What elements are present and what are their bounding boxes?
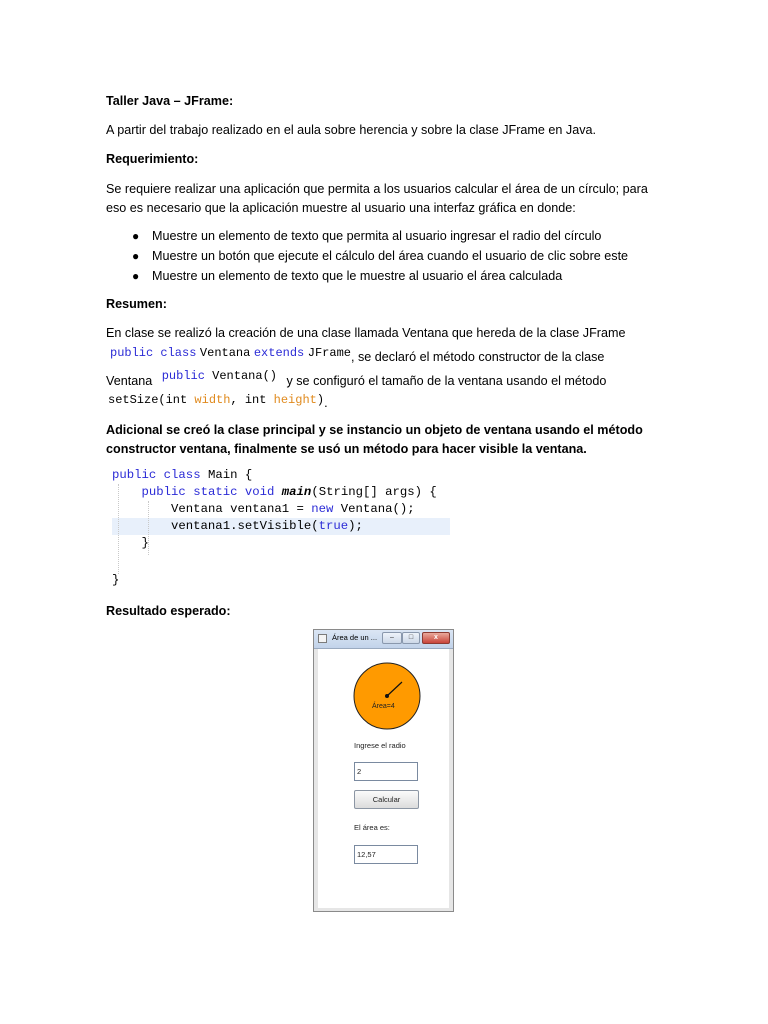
code-line: public static void main(String[] args) { xyxy=(141,485,437,499)
list-item xyxy=(106,246,628,266)
code-line: } xyxy=(112,536,149,550)
code-param-height: height xyxy=(273,393,317,407)
list-item-text: Muestre un elemento de texto que permita al usuario ingresar el radio del círculo xyxy=(152,229,602,243)
code-inline-keyword: extends xyxy=(253,346,305,360)
document-title: Taller Java – JFrame: xyxy=(106,94,234,108)
circle-area-label: Área=4 xyxy=(372,703,395,710)
summary-line2-text: , se declaró el método constructor de la clase xyxy=(350,350,605,364)
window-titlebar[interactable] xyxy=(314,630,453,649)
code-inline-keyword: public xyxy=(161,369,205,383)
result-heading: Resultado esperado: xyxy=(106,604,231,618)
center-point xyxy=(385,694,389,698)
circle-drawing xyxy=(352,661,422,731)
list-item xyxy=(106,266,628,286)
code-inline-constructor xyxy=(162,369,277,383)
summary-line2 xyxy=(110,343,604,363)
maximize-button[interactable]: □ xyxy=(402,632,420,644)
requirement-text-line1: Se requiere realizar una aplicación que permita a los usuarios calcular el área de un círculo; para xyxy=(106,182,648,196)
list-item-text: Muestre un botón que ejecute el cálculo del área cuando el usuario de clic sobre este xyxy=(152,249,629,263)
radius-label: Ingrese el radio xyxy=(354,741,406,750)
code-part: ) xyxy=(316,393,325,407)
area-output[interactable]: 12,57 xyxy=(354,845,418,864)
code-param-width: width xyxy=(194,393,231,407)
bullet-icon: ● xyxy=(132,249,140,263)
summary-line3-prefix: Ventana xyxy=(106,374,153,388)
code-block xyxy=(106,465,450,590)
minimize-button[interactable]: – xyxy=(382,632,402,644)
code-inline-classname: Ventana xyxy=(199,346,251,360)
additional-line2: constructor ventana, finalmente se usó un método para hacer visible la ventana. xyxy=(106,442,587,456)
code-line: ventana1.setVisible(true); xyxy=(112,519,363,533)
code-inline-keyword: public class xyxy=(110,346,197,360)
area-label: El área es: xyxy=(354,823,390,832)
code-line: } xyxy=(112,573,120,587)
intro-paragraph: A partir del trabajo realizado en el aula sobre herencia y sobre la clase JFrame en Java. xyxy=(106,123,597,137)
requirement-heading: Requerimiento: xyxy=(106,152,199,166)
summary-line4 xyxy=(108,390,328,410)
window-content xyxy=(318,649,449,908)
java-app-icon xyxy=(318,634,327,643)
requirement-text-line2: eso es necesario que la aplicación muestre al usuario una interfaz gráfica en donde: xyxy=(106,201,576,215)
code-part: , int xyxy=(230,393,274,407)
bullet-icon: ● xyxy=(132,269,140,283)
requirements-list xyxy=(106,226,628,286)
code-inline-ctor-name: Ventana() xyxy=(212,369,277,383)
summary-heading: Resumen: xyxy=(106,297,167,311)
java-window xyxy=(313,629,454,912)
calculate-button[interactable]: Calcular xyxy=(354,790,419,809)
summary-line1: En clase se realizó la creación de una clase llamada Ventana que hereda de la clase JFrame xyxy=(106,326,626,340)
code-inline-parent: JFrame xyxy=(307,346,351,360)
code-inline-setsize xyxy=(108,393,324,407)
bullet-icon: ● xyxy=(132,229,140,243)
radius-input[interactable]: 2 xyxy=(354,762,418,781)
code-line: Ventana ventana1 = new Ventana(); xyxy=(171,502,415,516)
code-part: setSize(int xyxy=(108,393,195,407)
summary-line3 xyxy=(106,369,607,392)
close-button[interactable]: x xyxy=(422,632,450,644)
window-title: Área de un ... xyxy=(332,633,378,642)
summary-line4-tail: . xyxy=(324,396,328,410)
additional-line1: Adicional se creó la clase principal y se instancio un objeto de ventana usando el método xyxy=(106,423,643,437)
list-item xyxy=(106,226,628,246)
list-item-text: Muestre un elemento de texto que le muestre al usuario el área calculada xyxy=(152,269,563,283)
code-line: public class Main { xyxy=(112,468,253,482)
summary-line3-text: y se configuró el tamaño de la ventana usando el método xyxy=(286,374,607,388)
